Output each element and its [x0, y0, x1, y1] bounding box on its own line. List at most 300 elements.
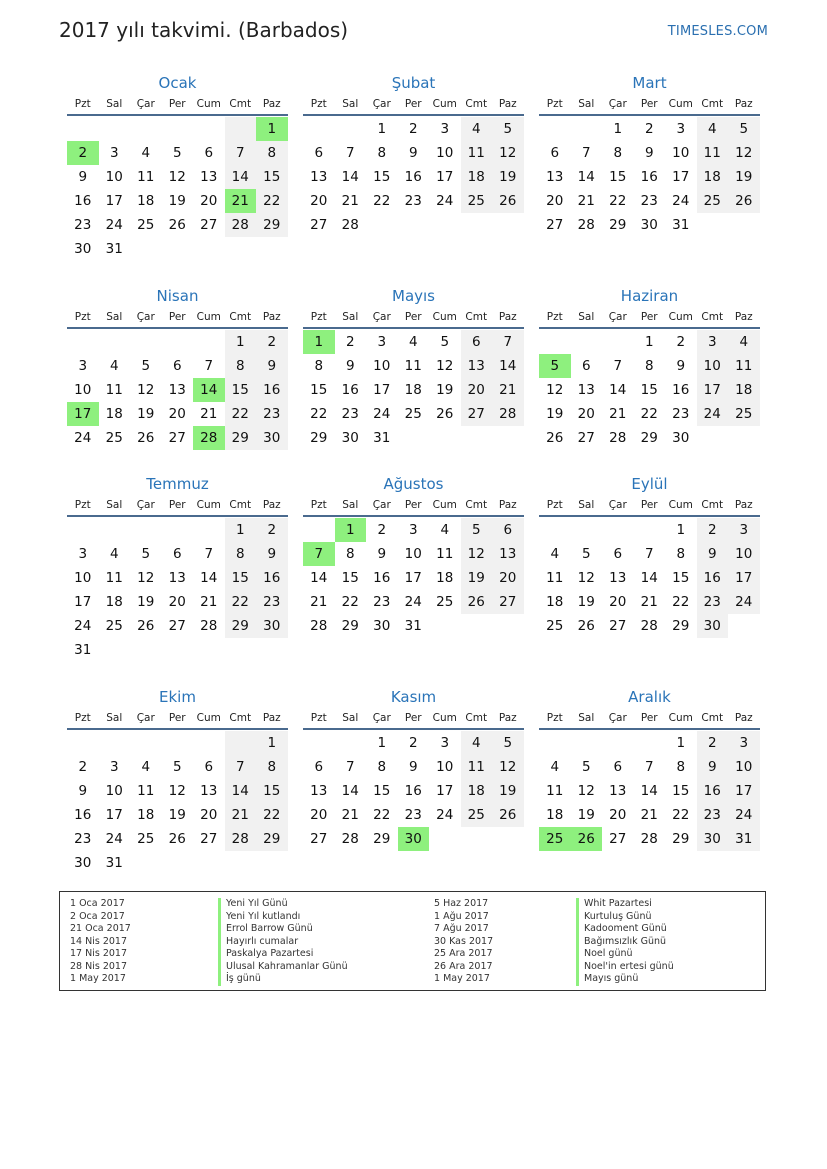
day-cell: 24: [436, 193, 454, 209]
empty-cell: [539, 330, 571, 354]
empty-cell: [303, 731, 335, 755]
weekday-label: Paz: [262, 499, 281, 511]
weekday-label: Cum: [432, 712, 457, 724]
day-cell: 1: [225, 330, 257, 354]
weekday-label: Paz: [734, 311, 753, 323]
weekday-label: Per: [640, 499, 658, 511]
day-cell: 30: [74, 241, 92, 257]
day-cell: 10: [697, 354, 729, 378]
day-cell: 22: [256, 189, 288, 213]
day-cell: 4: [728, 330, 760, 354]
day-cell: 31: [373, 430, 391, 446]
weekday-label: Çar: [608, 712, 627, 724]
day-cell: 21: [310, 594, 328, 610]
day-cell: 10: [105, 783, 123, 799]
day-cell: 6: [492, 518, 524, 542]
empty-cell: [571, 731, 603, 755]
day-cell: 24: [436, 807, 454, 823]
day-cell: 12: [137, 382, 155, 398]
weekday-label: Pzt: [74, 712, 91, 724]
day-cell: 27: [577, 430, 595, 446]
legend-holiday-name: Errol Barrow Günü: [218, 923, 348, 936]
day-cell: 7: [492, 330, 524, 354]
day-cell: 31: [672, 217, 690, 233]
day-cell: 19: [168, 193, 186, 209]
empty-cell: [602, 330, 634, 354]
day-cell: 8: [644, 358, 654, 374]
weekday-label: Paz: [262, 311, 281, 323]
day-grid: [67, 731, 288, 875]
day-cell: 11: [697, 141, 729, 165]
day-cell: 13: [492, 542, 524, 566]
day-cell: 26: [461, 590, 493, 614]
month-calendar: [67, 473, 288, 662]
day-cell: 11: [546, 570, 564, 586]
empty-cell: [492, 614, 524, 638]
day-cell: 24: [74, 618, 92, 634]
empty-cell: [193, 518, 225, 542]
day-cell: 21: [225, 189, 257, 213]
day-cell: 4: [461, 731, 493, 755]
day-cell: 22: [640, 406, 658, 422]
day-cell: 26: [546, 430, 564, 446]
day-cell: 12: [168, 783, 186, 799]
empty-cell: [492, 213, 524, 237]
weekday-label: Cum: [196, 311, 221, 323]
legend-holiday-date: 1 Oca 2017: [70, 898, 125, 909]
day-cell: 8: [225, 542, 257, 566]
day-cell: 18: [546, 594, 564, 610]
day-cell: 19: [546, 406, 564, 422]
weekday-label: Sal: [106, 98, 123, 110]
day-cell: 13: [310, 783, 328, 799]
day-cell: 23: [74, 831, 92, 847]
day-cell: 29: [310, 430, 328, 446]
day-cell: 6: [613, 546, 623, 562]
day-cell: 25: [404, 406, 422, 422]
day-cell: 19: [461, 566, 493, 590]
day-cell: 18: [697, 165, 729, 189]
empty-cell: [225, 851, 257, 875]
day-cell: 18: [105, 406, 123, 422]
day-cell: 23: [256, 590, 288, 614]
day-cell: 11: [105, 570, 123, 586]
day-cell: 4: [408, 334, 418, 350]
day-cell: 7: [225, 755, 257, 779]
weekday-label: Cum: [668, 98, 693, 110]
weekday-label: Pzt: [310, 499, 327, 511]
weekday-label: Paz: [498, 311, 517, 323]
day-cell: 5: [581, 546, 591, 562]
legend-left-names: [218, 898, 348, 986]
weekday-label: Çar: [372, 712, 391, 724]
day-cell: 14: [225, 165, 257, 189]
empty-cell: [492, 827, 524, 851]
day-cell: 2: [345, 334, 355, 350]
weekday-label: Cmt: [229, 311, 252, 323]
day-cell: 26: [168, 217, 186, 233]
weekday-label: Cmt: [701, 712, 724, 724]
day-cell: 27: [310, 217, 328, 233]
weekday-label: Per: [640, 98, 658, 110]
day-cell: 17: [67, 402, 99, 426]
month-name: Haziran: [620, 287, 679, 305]
day-cell: 25: [137, 831, 155, 847]
day-cell: 14: [310, 570, 328, 586]
legend-holiday-name: Hayırlı cumalar: [218, 936, 348, 949]
day-cell: 1: [303, 330, 335, 354]
day-cell: 15: [256, 779, 288, 803]
day-cell: 22: [225, 590, 257, 614]
day-cell: 27: [310, 831, 328, 847]
day-cell: 2: [697, 518, 729, 542]
day-cell: 20: [200, 807, 218, 823]
day-cell: 10: [728, 542, 760, 566]
day-cell: 28: [577, 217, 595, 233]
day-cell: 30: [672, 430, 690, 446]
month-name: Ocak: [158, 74, 197, 92]
day-cell: 10: [672, 145, 690, 161]
day-cell: 11: [137, 783, 155, 799]
weekday-label: Cmt: [229, 712, 252, 724]
weekday-label: Cmt: [701, 311, 724, 323]
legend-holiday-name: Bağımsızlık Günü: [576, 936, 674, 949]
day-cell: 18: [137, 193, 155, 209]
empty-cell: [99, 731, 131, 755]
day-cell: 4: [109, 546, 119, 562]
day-cell: 27: [200, 217, 218, 233]
empty-cell: [225, 117, 257, 141]
day-cell: 8: [377, 145, 387, 161]
day-cell: 3: [109, 759, 119, 775]
day-cell: 16: [256, 378, 288, 402]
day-cell: 17: [728, 779, 760, 803]
day-cell: 3: [728, 518, 760, 542]
weekday-label: Çar: [372, 311, 391, 323]
day-cell: 16: [404, 783, 422, 799]
day-cell: 5: [172, 759, 182, 775]
day-cell: 21: [341, 807, 359, 823]
empty-cell: [130, 237, 162, 261]
day-cell: 13: [310, 169, 328, 185]
day-cell: 9: [676, 358, 686, 374]
day-cell: 2: [697, 731, 729, 755]
day-cell: 7: [204, 546, 214, 562]
day-cell: 16: [341, 382, 359, 398]
day-cell: 21: [341, 193, 359, 209]
site-link[interactable]: TIMESLES.COM: [667, 24, 768, 39]
day-cell: 18: [404, 382, 422, 398]
day-cell: 11: [461, 755, 493, 779]
day-cell: 1: [256, 731, 288, 755]
day-cell: 3: [109, 145, 119, 161]
day-cell: 27: [492, 590, 524, 614]
day-cell: 26: [137, 618, 155, 634]
weekday-header: [539, 94, 760, 116]
day-cell: 14: [200, 570, 218, 586]
day-cell: 29: [373, 831, 391, 847]
day-cell: 25: [105, 430, 123, 446]
weekday-header: [539, 495, 760, 517]
day-cell: 12: [492, 141, 524, 165]
day-cell: 12: [436, 358, 454, 374]
day-cell: 9: [78, 783, 88, 799]
legend-holiday-name: Noel'in ertesi günü: [576, 961, 674, 974]
day-cell: 1: [613, 121, 623, 137]
day-cell: 14: [609, 382, 627, 398]
empty-cell: [461, 213, 493, 237]
page-title: 2017 yılı takvimi. (Barbados): [59, 18, 349, 42]
weekday-label: Per: [168, 311, 186, 323]
day-cell: 25: [137, 217, 155, 233]
day-cell: 8: [676, 546, 686, 562]
legend-holiday-date: 28 Nis 2017: [70, 960, 127, 972]
day-grid: [539, 518, 760, 638]
day-cell: 31: [105, 241, 123, 257]
empty-cell: [602, 518, 634, 542]
weekday-header: [67, 708, 288, 730]
day-cell: 8: [613, 145, 623, 161]
month-calendar: [67, 686, 288, 875]
weekday-header: [539, 708, 760, 730]
day-cell: 25: [436, 594, 454, 610]
day-cell: 23: [341, 406, 359, 422]
weekday-header: [303, 94, 524, 116]
weekday-label: Pzt: [310, 712, 327, 724]
day-cell: 13: [546, 169, 564, 185]
day-cell: 19: [492, 779, 524, 803]
empty-cell: [162, 330, 194, 354]
day-cell: 17: [436, 783, 454, 799]
empty-cell: [461, 614, 493, 638]
day-cell: 30: [256, 614, 288, 638]
day-cell: 6: [172, 358, 182, 374]
day-cell: 25: [697, 189, 729, 213]
day-cell: 10: [74, 570, 92, 586]
month-name: Şubat: [391, 74, 436, 92]
day-cell: 10: [436, 759, 454, 775]
day-cell: 7: [581, 145, 591, 161]
month-name: Nisan: [156, 287, 199, 305]
day-cell: 5: [492, 117, 524, 141]
day-cell: 12: [492, 755, 524, 779]
empty-cell: [256, 851, 288, 875]
day-cell: 5: [172, 145, 182, 161]
empty-cell: [162, 518, 194, 542]
empty-cell: [193, 638, 225, 662]
day-cell: 24: [404, 594, 422, 610]
weekday-label: Çar: [372, 98, 391, 110]
day-cell: 1: [676, 522, 686, 538]
empty-cell: [193, 237, 225, 261]
day-cell: 11: [461, 141, 493, 165]
day-cell: 18: [546, 807, 564, 823]
legend-holiday-date: 1 May 2017: [434, 973, 490, 984]
empty-cell: [193, 330, 225, 354]
weekday-label: Pzt: [546, 311, 563, 323]
empty-cell: [539, 731, 571, 755]
month-name: Mart: [632, 74, 667, 92]
weekday-header: [539, 307, 760, 329]
day-cell: 31: [728, 827, 760, 851]
empty-cell: [130, 117, 162, 141]
weekday-label: Çar: [608, 311, 627, 323]
empty-cell: [398, 426, 430, 450]
day-cell: 17: [672, 169, 690, 185]
day-cell: 21: [640, 594, 658, 610]
empty-cell: [398, 213, 430, 237]
day-cell: 25: [539, 827, 571, 851]
day-cell: 1: [377, 735, 387, 751]
holiday-legend: [59, 891, 766, 991]
legend-holiday-date: 25 Ara 2017: [434, 948, 493, 959]
empty-cell: [697, 426, 729, 450]
day-cell: 8: [345, 546, 355, 562]
day-cell: 21: [225, 803, 257, 827]
weekday-label: Cmt: [465, 499, 488, 511]
day-cell: 19: [168, 807, 186, 823]
day-grid: [67, 518, 288, 662]
month-calendar: [539, 473, 760, 638]
day-cell: 25: [546, 618, 564, 634]
day-cell: 7: [204, 358, 214, 374]
empty-cell: [67, 731, 99, 755]
weekday-label: Sal: [578, 311, 595, 323]
weekday-label: Pzt: [74, 311, 91, 323]
weekday-header: [303, 708, 524, 730]
empty-cell: [492, 426, 524, 450]
empty-cell: [225, 237, 257, 261]
day-cell: 24: [105, 831, 123, 847]
weekday-label: Paz: [498, 98, 517, 110]
day-cell: 15: [609, 169, 627, 185]
day-cell: 28: [341, 217, 359, 233]
weekday-label: Pzt: [546, 712, 563, 724]
day-cell: 2: [408, 735, 418, 751]
day-cell: 14: [640, 570, 658, 586]
legend-holiday-date: 5 Haz 2017: [434, 898, 489, 909]
empty-cell: [162, 638, 194, 662]
weekday-label: Çar: [372, 499, 391, 511]
day-cell: 8: [256, 755, 288, 779]
day-cell: 1: [335, 518, 367, 542]
day-cell: 4: [141, 759, 151, 775]
day-cell: 3: [377, 334, 387, 350]
day-cell: 27: [461, 402, 493, 426]
day-cell: 14: [492, 354, 524, 378]
weekday-label: Cmt: [465, 311, 488, 323]
day-cell: 6: [461, 330, 493, 354]
month-name: Kasım: [390, 688, 437, 706]
day-cell: 9: [78, 169, 88, 185]
day-cell: 16: [74, 807, 92, 823]
weekday-header: [303, 307, 524, 329]
day-cell: 26: [168, 831, 186, 847]
legend-holiday-date: 1 May 2017: [70, 973, 126, 984]
day-cell: 4: [440, 522, 450, 538]
day-cell: 13: [609, 783, 627, 799]
legend-right-dates: [434, 898, 493, 986]
day-cell: 1: [377, 121, 387, 137]
empty-cell: [193, 731, 225, 755]
day-cell: 29: [256, 827, 288, 851]
day-cell: 3: [697, 330, 729, 354]
day-cell: 17: [404, 570, 422, 586]
day-cell: 18: [105, 594, 123, 610]
weekday-header: [303, 495, 524, 517]
day-cell: 15: [256, 165, 288, 189]
empty-cell: [162, 117, 194, 141]
weekday-label: Paz: [734, 499, 753, 511]
month-calendar: [539, 686, 760, 851]
empty-cell: [429, 827, 461, 851]
day-cell: 24: [697, 402, 729, 426]
legend-holiday-date: 2 Oca 2017: [70, 910, 125, 922]
weekday-label: Cum: [196, 499, 221, 511]
day-cell: 2: [644, 121, 654, 137]
day-cell: 26: [728, 189, 760, 213]
day-cell: 10: [373, 358, 391, 374]
day-cell: 30: [697, 827, 729, 851]
weekday-label: Cum: [432, 311, 457, 323]
day-cell: 7: [644, 546, 654, 562]
legend-holiday-date: 7 Ağu 2017: [434, 923, 489, 934]
day-cell: 8: [256, 141, 288, 165]
legend-holiday-name: Kadooment Günü: [576, 923, 674, 936]
day-cell: 18: [728, 378, 760, 402]
day-cell: 30: [398, 827, 430, 851]
day-cell: 25: [461, 803, 493, 827]
day-cell: 18: [137, 807, 155, 823]
day-cell: 15: [310, 382, 328, 398]
day-cell: 29: [225, 614, 257, 638]
day-cell: 5: [728, 117, 760, 141]
day-cell: 20: [461, 378, 493, 402]
weekday-label: Cmt: [229, 499, 252, 511]
day-cell: 5: [461, 518, 493, 542]
day-cell: 19: [492, 165, 524, 189]
day-cell: 8: [676, 759, 686, 775]
legend-holiday-name: Kurtuluş Günü: [576, 911, 674, 924]
weekday-label: Cmt: [465, 98, 488, 110]
empty-cell: [571, 330, 603, 354]
day-cell: 15: [225, 566, 257, 590]
day-cell: 11: [404, 358, 422, 374]
day-cell: 29: [609, 217, 627, 233]
month-calendar: [67, 285, 288, 450]
legend-right-names: [576, 898, 674, 986]
weekday-label: Pzt: [546, 98, 563, 110]
day-cell: 7: [225, 141, 257, 165]
day-cell: 23: [74, 217, 92, 233]
day-cell: 16: [697, 779, 729, 803]
weekday-label: Cum: [196, 98, 221, 110]
day-cell: 21: [577, 193, 595, 209]
day-cell: 6: [613, 759, 623, 775]
month-calendar: [303, 686, 524, 851]
legend-holiday-name: Noel günü: [576, 948, 674, 961]
weekday-label: Paz: [498, 712, 517, 724]
weekday-label: Sal: [106, 311, 123, 323]
day-cell: 27: [168, 430, 186, 446]
day-cell: 7: [613, 358, 623, 374]
day-cell: 21: [492, 378, 524, 402]
day-cell: 1: [644, 334, 654, 350]
empty-cell: [67, 518, 99, 542]
empty-cell: [429, 213, 461, 237]
day-cell: 1: [225, 518, 257, 542]
day-grid: [303, 117, 524, 237]
